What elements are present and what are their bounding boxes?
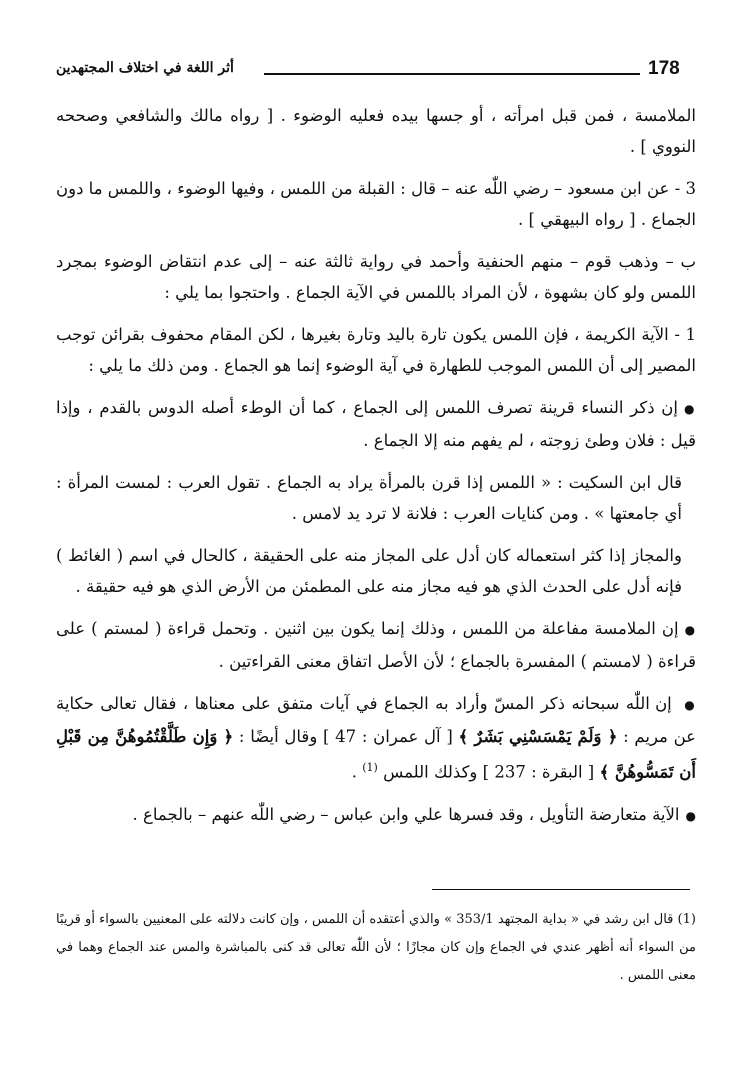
running-title: أثر اللغة في اختلاف المجتهدين [56,60,234,76]
bullet-mufaala: ● إن الملامسة مفاعلة من اللمس ، وذلك إنما يكون بين اثنين . وتحمل قراءة ( لمستم ) على قراءة ( لامستم ) المفسرة بالجماع ؛ لأن الأصل اتفاق معنى القراءتين . [56,613,696,677]
paragraph-verse-argument: 1 - الآية الكريمة ، فإن اللمس يكون تارة باليد وتارة بغيرها ، لكن المقام محفوف بقرائن توجب المصير إلى أن اللمس الموجب للطهارة في آية الوضوء إنما هو الجماع . ومن ذلك ما يلي : [56,325,696,375]
paragraph-majaz: والمجاز إذا كثر استعماله كان أدل على المجاز منه على الحقيقة ، كالحال في اسم ( الغائط ) فإنه أدل على الحدث الذي هو فيه مجاز منه على المطمئن من الأرض الذي هو فيه حقيقة . [56,546,682,596]
footnote-marker[interactable]: (1) [362,761,378,774]
footnote-1: (1) قال ابن رشد في « بداية المجتهد 353/1 » والذي أعتقده أن اللمس ، وإن كانت دلالته على المعنيين بالسواء أو قريبًا من السواء أنه أظهر عندي في الجماع وإن كان مجازًا ؛ لأن اللّٰه تعالى قد كنى بالمباشرة والمس عند الجماع وهما في معنى اللمس . [56,912,696,983]
bullet-tawil: ● الآية متعارضة التأويل ، وقد فسرها علي وابن عباس – رضي اللّٰه عنهم – بالجماع . [56,799,696,832]
quran-paragraph-end: . [351,762,357,782]
page-header [56,58,692,88]
bullet-women-mention: ● إن ذكر النساء قرينة تصرف اللمس إلى الجماع ، كما أن الوطء أصله الدوس بالقدم ، وإذا قيل : فلان وطئ زوجته ، لم يفهم منه إلا الجماع . [56,392,696,456]
quran-verse-maryam: ﴿ وَلَمْ يَمْسَسْنِي بَشَرٌ ﴾ [458,727,618,746]
page-number: 178 [648,58,680,79]
header-rule [264,73,640,75]
quran-verse-baqara: ﴿ وَإِن طَلَّقْتُمُوهُنَّ مِن قَبْلِ أَن تَمَسُّوهُنَّ ﴾ [56,727,696,782]
quran-intro: إن اللّٰه سبحانه ذكر المسّ وأراد به الجماع في آيات متفق على معناها ، فقال تعالى حكاية عن مريم : [56,694,696,746]
bullet-quran-mass [56,688,696,788]
paragraph-mulamasa: الملامسة ، فمن قبل امرأته ، أو جسها بيده فعليه الوضوء . [ رواه مالك والشافعي وصححه النووي ] . [56,106,696,156]
footnote-rule [432,889,690,890]
paragraph-ibn-masud: 3 - عن ابن مسعود – رضي اللّٰه عنه – قال : القبلة من اللمس ، وفيها الوضوء ، واللمس ما دون الجماع . [ رواه البيهقي ] . [56,179,696,229]
quran-reference-al-imran: [ آل عمران : 47 ] وقال أيضًا : [238,727,453,746]
paragraph-ibn-sikkit: قال ابن السكيت : « اللمس إذا قرن بالمرأة يراد به الجماع . تقول العرب : لمست المرأة : أي جامعتها » . ومن كنايات العرب : فلانة لا ترد يد لامس . [56,473,682,523]
paragraph-second-opinion: ب – وذهب قوم – منهم الحنفية وأحمد في رواية ثالثة عنه – إلى عدم انتقاض الوضوء بمجرد اللمس ولو كان بشهوة ، لأن المراد باللمس في الآية الجماع . واحتجوا بما يلي : [56,252,696,302]
main-text [56,100,696,843]
quran-reference-baqara: [ البقرة : 237 ] وكذلك اللمس [383,762,595,782]
footnotes [56,906,696,990]
